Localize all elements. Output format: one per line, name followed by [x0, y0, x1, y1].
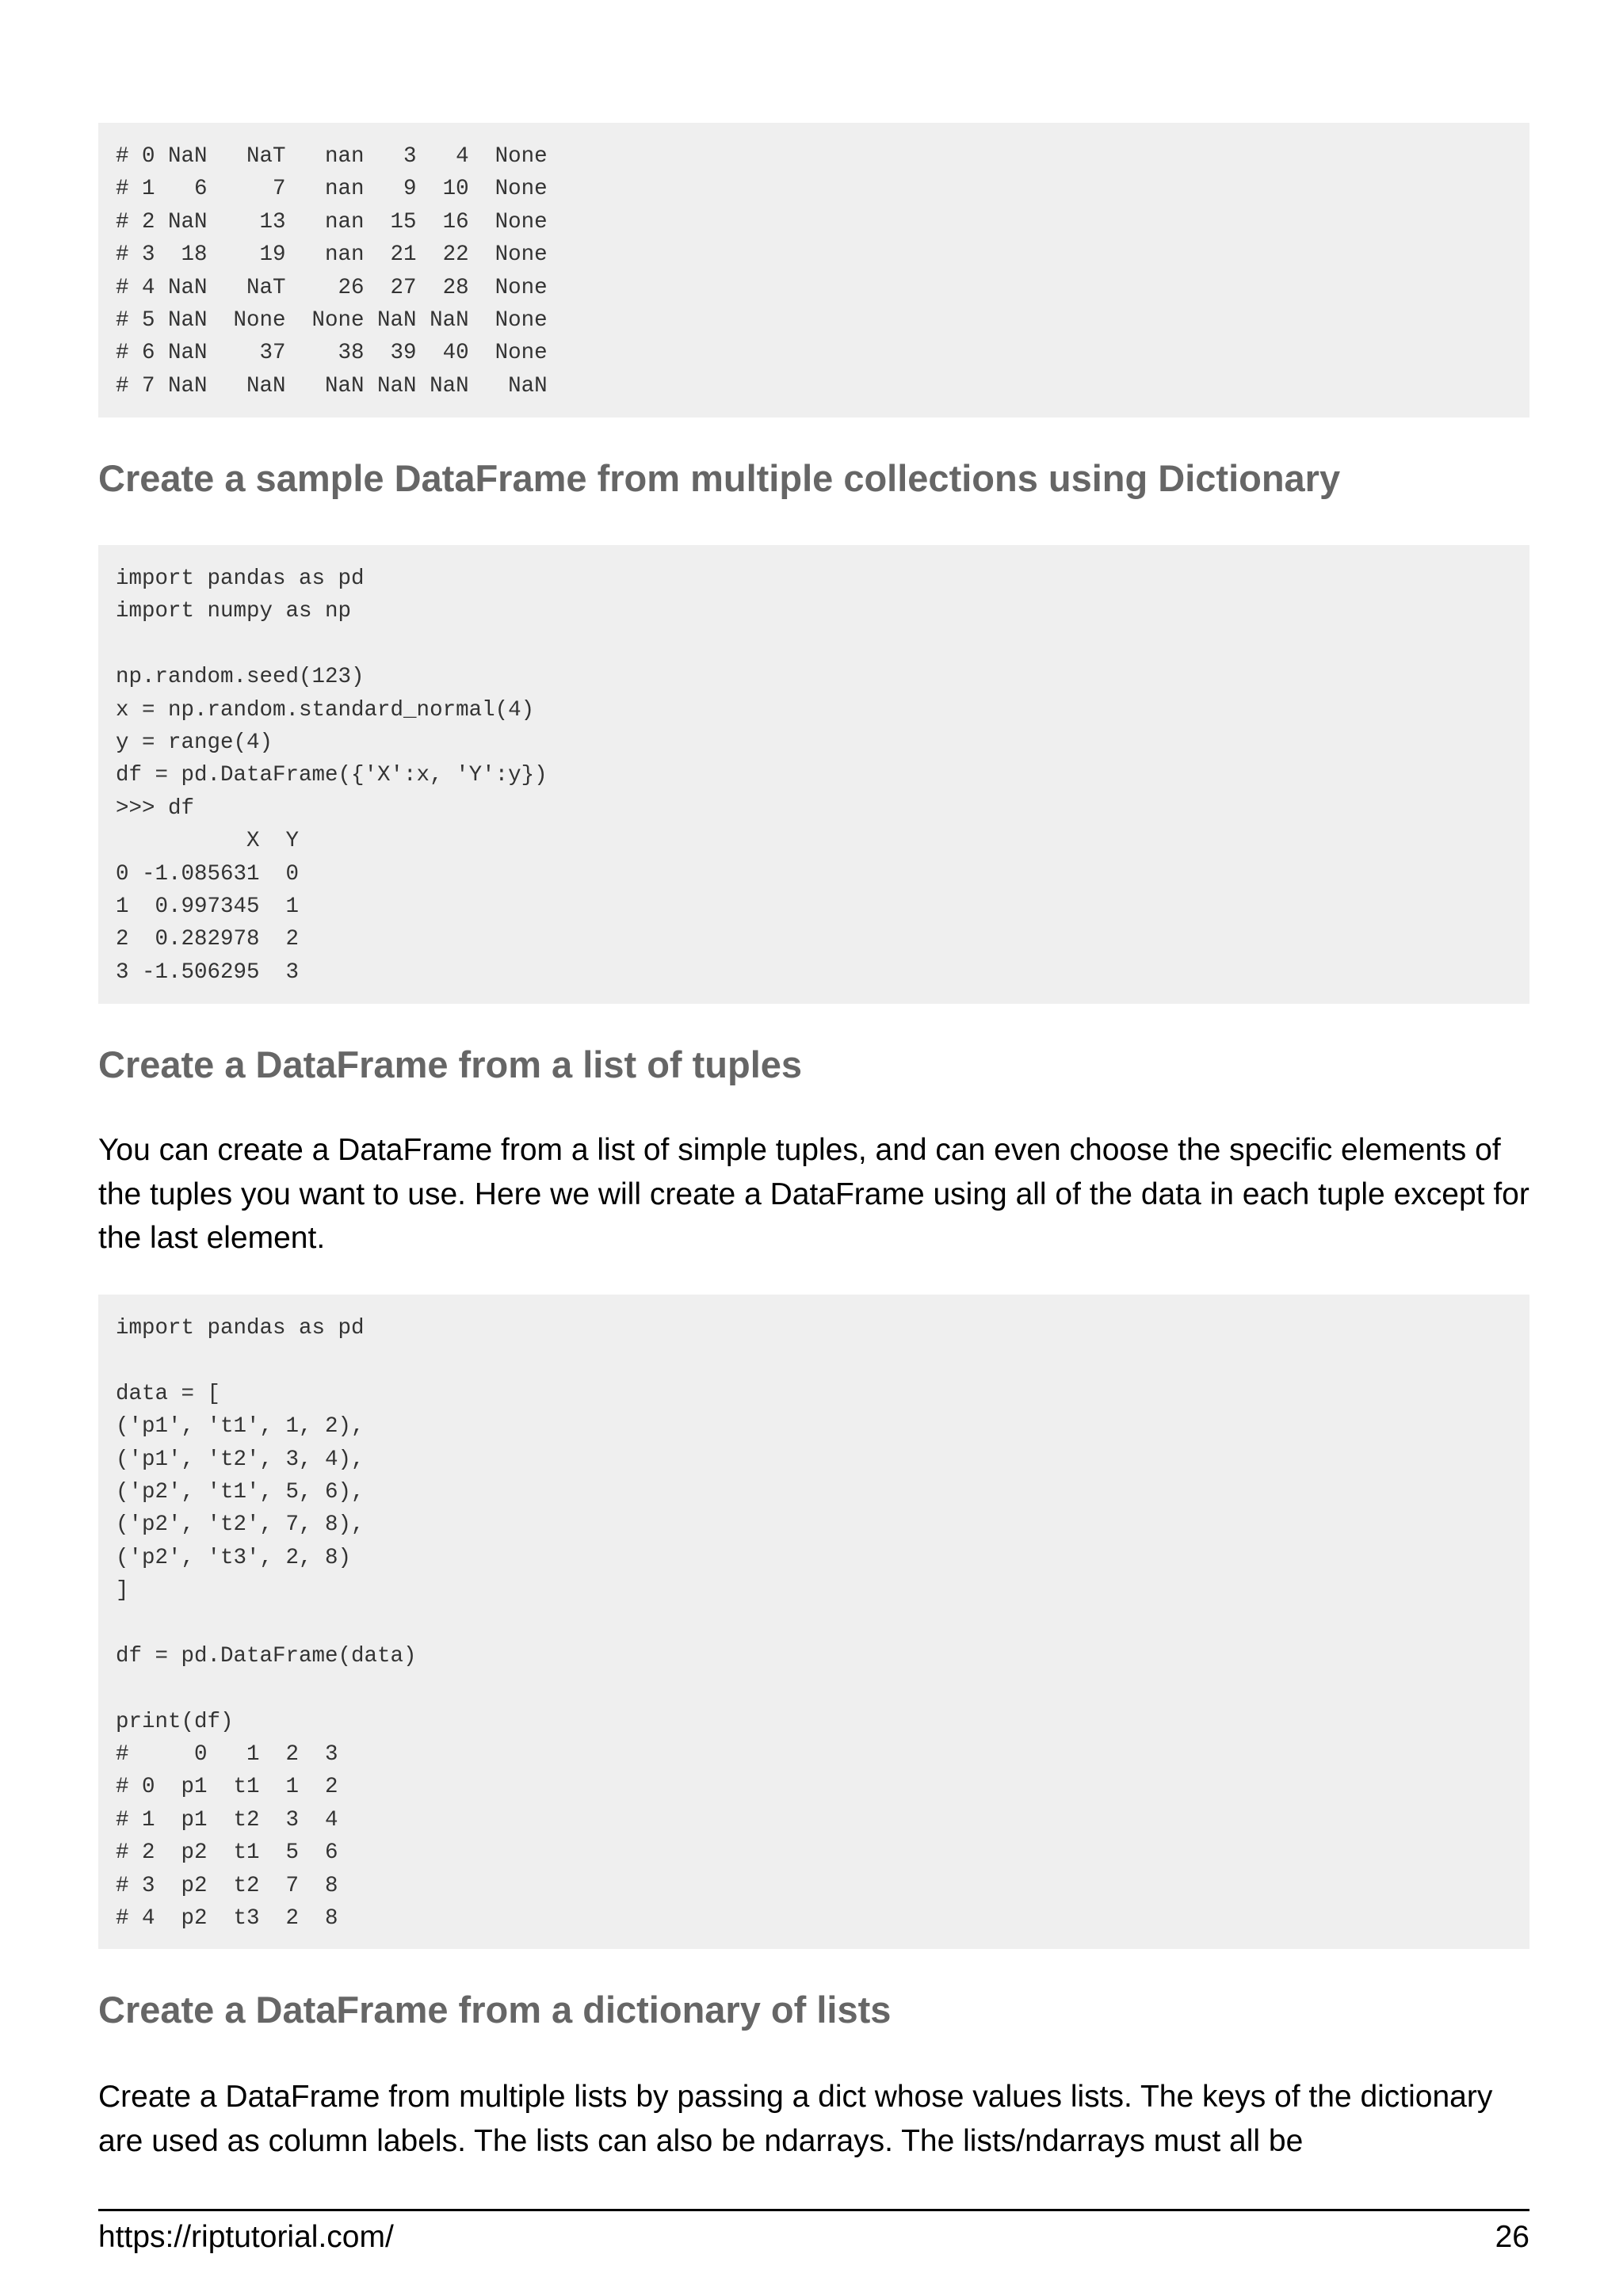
code-line	[116, 1344, 1512, 1377]
code-line: 2 0.282978 2	[116, 927, 300, 952]
code-line: # 3 18 19 nan 21 22 None	[116, 242, 548, 268]
code-line	[116, 628, 1512, 661]
code-line: np.random.seed(123)	[116, 665, 365, 690]
code-line: # 0 NaN NaT nan 3 4 None	[116, 144, 548, 169]
code-line: ]	[116, 1578, 129, 1604]
code-line: # 0 1 2 3	[116, 1742, 338, 1768]
code-line: ('p2', 't2', 7, 8),	[116, 1512, 365, 1538]
code-block-nan-output	[98, 123, 1529, 418]
footer-divider	[98, 2209, 1529, 2211]
code-line: y = range(4)	[116, 730, 273, 755]
code-line: import numpy as np	[116, 599, 352, 624]
section-heading-dictionary: Create a sample DataFrame from multiple collections using Dictionary	[98, 457, 1341, 499]
footer-url: https://riptutorial.com/	[98, 2220, 394, 2254]
code-line: df = pd.DataFrame(data)	[116, 1643, 417, 1669]
code-line: 0 -1.085631 0	[116, 861, 300, 887]
code-line: 3 -1.506295 3	[116, 959, 300, 985]
code-line: # 7 NaN NaN NaN NaN NaN NaN	[116, 373, 548, 399]
code-line: # 1 p1 t2 3 4	[116, 1807, 338, 1833]
code-line: ('p1', 't1', 1, 2),	[116, 1414, 365, 1440]
section-heading-tuples: Create a DataFrame from a list of tuples	[98, 1043, 803, 1085]
code-line: x = np.random.standard_normal(4)	[116, 697, 535, 723]
code-line: ('p2', 't1', 5, 6),	[116, 1479, 365, 1505]
code-line: # 4 p2 t3 2 8	[116, 1906, 338, 1932]
page-number: 26	[1495, 2220, 1529, 2254]
code-line	[116, 1672, 1512, 1705]
code-line: # 6 NaN 37 38 39 40 None	[116, 341, 548, 366]
code-line: ('p1', 't2', 3, 4),	[116, 1447, 365, 1472]
code-line: # 2 p2 t1 5 6	[116, 1840, 338, 1866]
paragraph-tuples: You can create a DataFrame from a list of simple tuples, and can even choose the specific elements of the tuples you want to use. Here we will create a DataFrame using all of the data in each tuple except for the last element.	[98, 1133, 1529, 1255]
code-line: data = [	[116, 1381, 221, 1406]
code-line: # 5 NaN None None NaN NaN None	[116, 307, 548, 333]
code-line: # 3 p2 t2 7 8	[116, 1873, 338, 1898]
section-heading-dict-of-lists: Create a DataFrame from a dictionary of lists	[98, 1989, 892, 2031]
code-line: ('p2', 't3', 2, 8)	[116, 1545, 352, 1570]
code-line: print(df)	[116, 1709, 234, 1734]
code-line: import pandas as pd	[116, 1316, 365, 1341]
code-block-dictionary-example	[98, 545, 1529, 1004]
code-line: # 2 NaN 13 nan 15 16 None	[116, 209, 548, 235]
code-line: 1 0.997345 1	[116, 894, 300, 919]
code-line: # 1 6 7 nan 9 10 None	[116, 177, 548, 202]
code-line: df = pd.DataFrame({'X':x, 'Y':y})	[116, 763, 548, 788]
code-block-tuples-example	[98, 1295, 1529, 1949]
code-line: X Y	[116, 829, 300, 854]
code-line: import pandas as pd	[116, 566, 365, 591]
paragraph-dict-of-lists: Create a DataFrame from multiple lists by passing a dict whose values lists. The keys of the dictionary are used as column labels. The lists can also be ndarrays. The lists/ndarrays must all be	[98, 2080, 1493, 2158]
code-line: # 4 NaN NaT 26 27 28 None	[116, 275, 548, 300]
code-line: # 0 p1 t1 1 2	[116, 1775, 338, 1800]
code-line: >>> df	[116, 795, 195, 821]
code-line	[116, 1608, 1512, 1640]
